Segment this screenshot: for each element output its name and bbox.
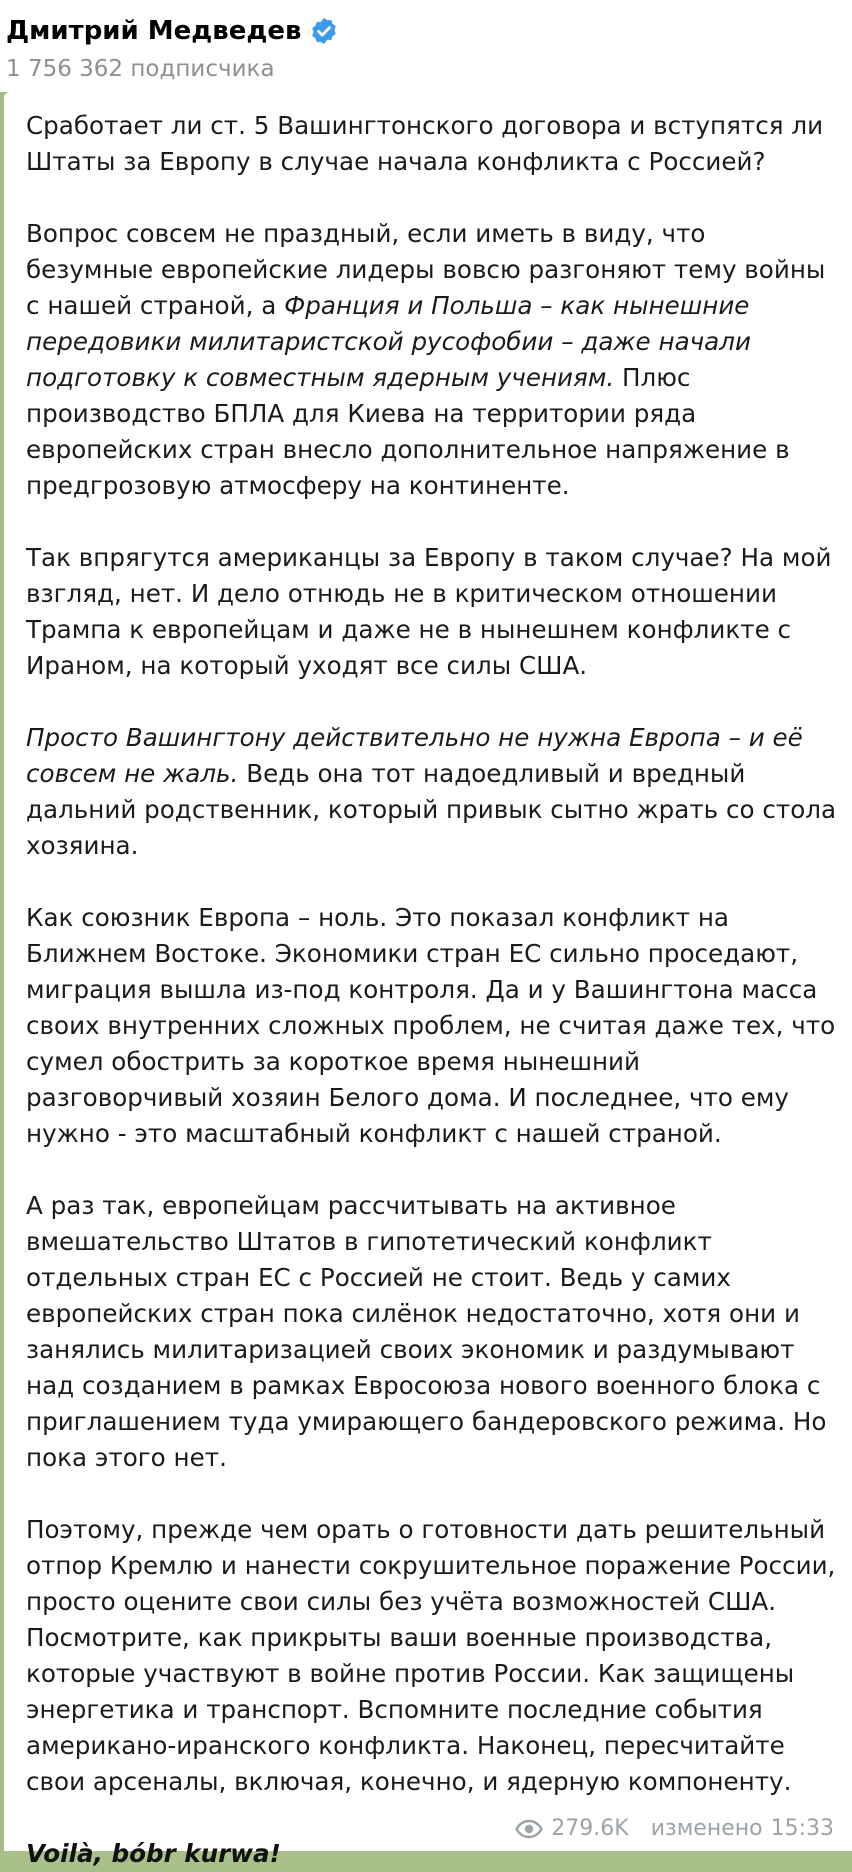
italic-segment: Франция и Польша – как нынешние передовики милитаристской русофобии – даже начали подготовку к совместным ядерным учениям. xyxy=(26,291,751,392)
channel-header[interactable] xyxy=(0,0,852,92)
message-paragraph xyxy=(26,108,838,180)
message-time: 15:33 xyxy=(770,1816,834,1841)
verified-badge-icon xyxy=(309,16,339,46)
message-text xyxy=(26,108,838,1872)
message-paragraph xyxy=(26,540,838,684)
subscriber-count: 1 756 362 подписчика xyxy=(6,56,275,82)
text-segment: Плюс производство БПЛА для Киева на территории ряда европейских стран внесло дополнительное напряжение в предгрозовую атмосферу на континенте. xyxy=(26,363,790,500)
message-paragraph xyxy=(26,1512,838,1800)
message-paragraph xyxy=(26,900,838,1152)
channel-name[interactable]: Дмитрий Медведев xyxy=(6,16,302,46)
text-segment: Сработает ли ст. 5 Вашингтонского договора и вступятся ли Штаты за Европу в случае начала конфликта с Россией? xyxy=(26,111,824,176)
italic-segment: Просто Вашингтону действительно не нужна Европа – и её совсем не жаль. xyxy=(26,723,803,788)
message-meta xyxy=(515,1814,834,1844)
closing-line: Voilà, bóbr kurwa! xyxy=(26,1839,281,1868)
text-segment: Поэтому, прежде чем орать о готовности дать решительный отпор Кремлю и нанести сокрушительное поражение России, просто оцените свои силы без учёта возможностей США. Посмотрите, как прикрыты ваши военные производства, которые участвуют в войне против России. Как защищены энергетика и транспорт. Вспомните последние события американо-иранского конфликта. Наконец, пересчитайте свои арсеналы, включая, конечно, и ядерную компоненту. xyxy=(26,1515,836,1796)
text-segment: Так впрягутся американцы за Европу в таком случае? На мой взгляд, нет. И дело отнюдь не в критическом отношении Трампа к европейцам и даже не в нынешнем конфликте с Ираном, на который уходят все силы США. xyxy=(26,543,832,680)
text-segment: А раз так, европейцам рассчитывать на активное вмешательство Штатов в гипотетический конфликт отдельных стран ЕС с Россией не стоит. Ведь у самих европейских стран пока силёнок недостаточно, хотя они и занялись милитаризацией своих экономик и раздумывают над созданием в рамках Евросоюза нового военного блока с приглашением туда умирающего бандеровского режима. Но пока этого нет. xyxy=(26,1191,827,1472)
message-paragraph xyxy=(26,216,838,504)
message-bubble[interactable] xyxy=(4,92,852,1868)
message-paragraph xyxy=(26,720,838,864)
view-count: 279.6K xyxy=(551,1816,629,1841)
edited-label: изменено xyxy=(650,1816,763,1841)
text-segment: Ведь она тот надоедливый и вредный дальний родственник, который привык сытно жрать со стола хозяина. xyxy=(26,759,837,860)
channel-name-row xyxy=(6,12,852,50)
text-segment: Как союзник Европа – ноль. Это показал конфликт на Ближнем Востоке. Экономики стран ЕС сильно проседают, миграция вышла из-под контроля. Да и у Вашингтона масса своих внутренних сложных проблем, не считая даже тех, что сумел обострить за короткое время нынешний разговорчивый хозяин Белого дома. И последнее, что ему нужно - это масштабный конфликт с нашей страной. xyxy=(26,903,836,1148)
eye-icon xyxy=(515,1819,543,1839)
message-paragraph xyxy=(26,1188,838,1476)
text-segment: Вопрос совсем не праздный, если иметь в виду, что безумные европейские лидеры вовсю разгоняют тему войны с нашей страной, а xyxy=(26,219,826,320)
